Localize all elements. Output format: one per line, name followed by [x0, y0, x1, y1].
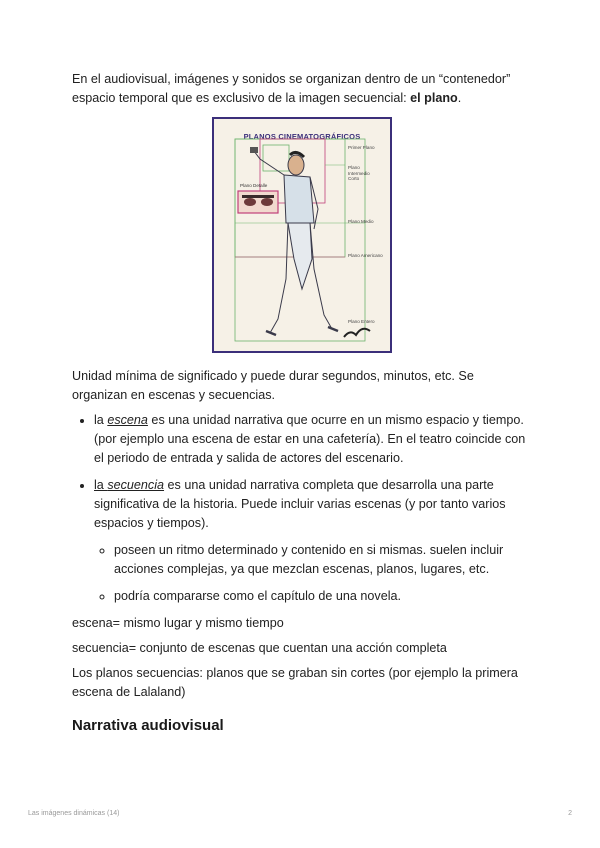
planos-cinematograficos-figure: [212, 117, 392, 353]
label-plano-detalle: Plano Detalle: [240, 183, 268, 188]
label-plano-medio-corto: Plano Intermedio Corto: [348, 165, 370, 181]
intro-paragraph: [72, 70, 532, 108]
intro-end: .: [457, 91, 462, 105]
document-body: [72, 70, 532, 735]
term-escena: escena: [107, 413, 148, 427]
footer-title: Las imágenes dinámicas (14): [28, 810, 120, 817]
list-item-secuencia: • la secuencia es una unidad narrativa completa que desarrolla una parte significativa de la historia. Puede incluir varias escenas (y por tanto varios espacios y tiempos). ◦ poseen un ritmo determinado y contenido en si mismas. suelen incluir acciones complejas, ya que mezclan escenas, planos, lugares, etc. ◦ podría compararse como el capítulo de una novela.: [94, 476, 532, 606]
intro-bold-term: el plano: [410, 91, 458, 105]
planos-secuencias-paragraph: Los planos secuencias: planos que se graban sin cortes (por ejemplo la primera escena de Lalaland): [72, 666, 518, 699]
term-secuencia: secuencia: [107, 478, 165, 492]
figure-illustration: [214, 119, 390, 351]
definition-escena: escena= mismo lugar y mismo tiempo: [72, 616, 284, 630]
label-plano-americano: Plano Americano: [348, 253, 383, 258]
label-plano-medio: Plano Medio: [348, 219, 374, 224]
label-primer-plano: Primer Plano: [348, 145, 375, 150]
section-heading: Narrativa audiovisual: [72, 717, 224, 734]
figure-title: PLANOS CINEMATOGRÁFICOS: [243, 132, 361, 141]
bullet-list: [72, 411, 532, 606]
definition-secuencia: secuencia= conjunto de escenas que cuentan una acción completa: [72, 641, 447, 655]
sub-list-item-ritmo: ◦ poseen un ritmo determinado y contenido en si mismas. suelen incluir acciones complejas, ya que mezclan escenas, planos, lugares, etc.: [114, 541, 532, 579]
sub-bullet-list: [94, 541, 532, 606]
footer-page-number: 2: [568, 810, 572, 817]
list-item-escena: • la escena es una unidad narrativa que ocurre en un mismo espacio y tiempo. (por ejemplo una escena de estar en una cafetería). En el teatro coincide con el periodo de entrada y salida de actores del escenario.: [94, 411, 532, 468]
intro-text: En el audiovisual, imágenes y sonidos se organizan dentro de un “contenedor” espacio temporal que es exclusivo de la imagen secuencial:: [72, 72, 511, 105]
frame-primer-plano: [263, 145, 289, 171]
unidad-minima-paragraph: Unidad mínima de significado y puede durar segundos, minutos, etc. Se organizan en escenas y secuencias.: [72, 369, 474, 402]
figure-wrapper: [72, 117, 532, 353]
sub-list-item-capitulo: ◦ podría compararse como el capítulo de una novela.: [114, 587, 532, 606]
label-plano-entero: Plano Entero: [348, 319, 375, 324]
signature-mark: [344, 329, 370, 337]
